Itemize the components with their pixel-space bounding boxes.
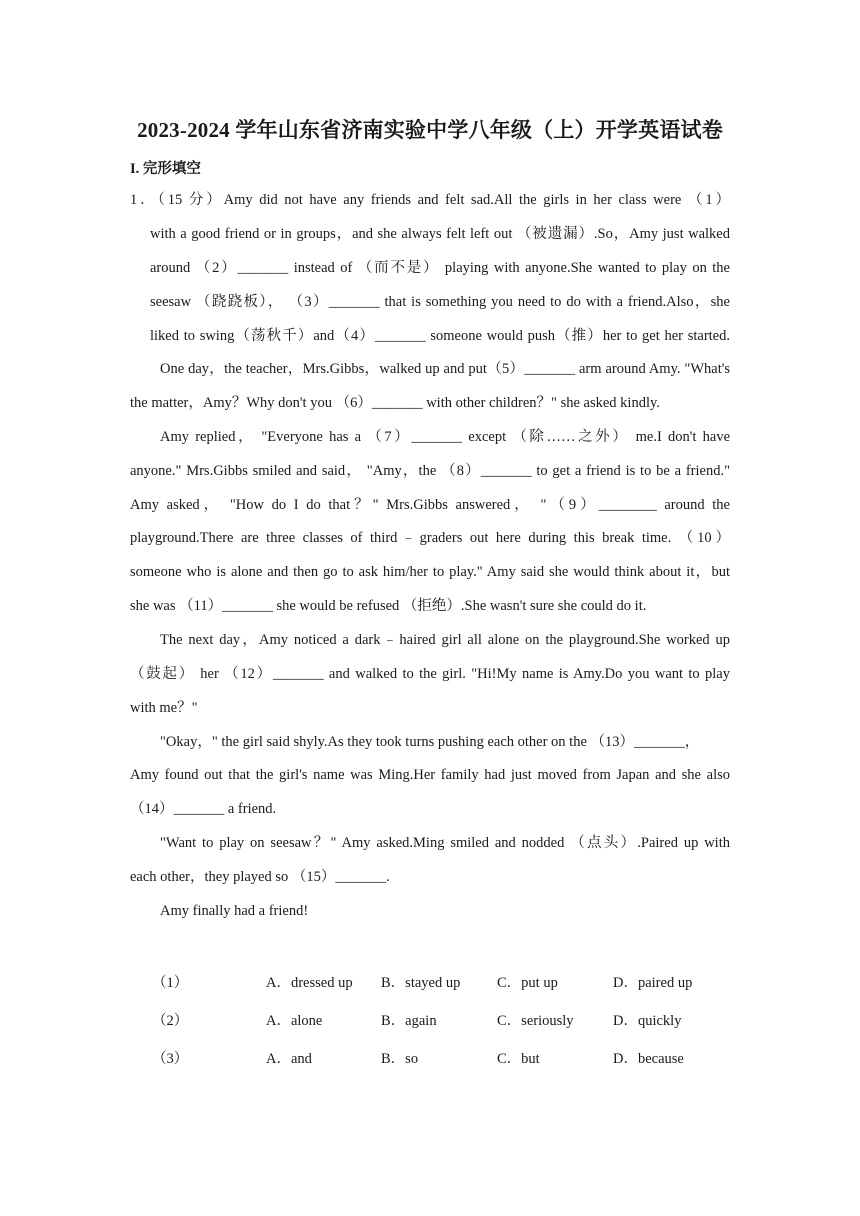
option-d: D．paired up bbox=[613, 975, 693, 991]
passage-line: "Want to play on seesaw？" Amy asked.Ming smiled and nodded （点头）.Paired up with bbox=[160, 835, 730, 851]
passage-line: Amy replied， "Everyone has a （7）_______ except （除……之外） me.I don't have bbox=[160, 429, 730, 445]
passage-line: Amy found out that the girl's name was Ming.Her family had just moved from Japan and she also bbox=[130, 767, 730, 783]
option-c: C．seriously bbox=[497, 1013, 574, 1029]
section-heading: I. 完形填空 bbox=[130, 161, 201, 177]
passage-line: "Okay，" the girl said shyly.As they took turns pushing each other on the （13）_______， bbox=[160, 734, 700, 750]
passage-line: （鼓起） her （12）_______ and walked to the girl. "Hi!My name is Amy.Do you want to play bbox=[130, 666, 730, 682]
passage-line: around （2）_______ instead of （而不是） playing with anyone.She wanted to play on the bbox=[150, 260, 730, 276]
option-row bbox=[0, 971, 860, 993]
option-a: A．dressed up bbox=[266, 975, 353, 991]
option-b: B．again bbox=[381, 1013, 437, 1029]
passage-line: anyone." Mrs.Gibbs smiled and said， "Amy，the （8）_______ to get a friend is to be a friend." bbox=[130, 463, 730, 479]
option-a: A．and bbox=[266, 1051, 312, 1067]
question-number: （3） bbox=[152, 1051, 189, 1067]
passage-line: with a good friend or in groups，and she always felt left out （被遗漏）.So，Amy just walked bbox=[150, 226, 730, 242]
question-number: （2） bbox=[152, 1013, 189, 1029]
option-d: D．because bbox=[613, 1051, 684, 1067]
passage-line: Amy asked， "How do I do that？" Mrs.Gibbs answered， "（9）________ around the bbox=[130, 497, 730, 513]
option-b: B．stayed up bbox=[381, 975, 461, 991]
option-c: C．put up bbox=[497, 975, 558, 991]
passage-line: the matter，Amy？Why don't you （6）_______ with other children？" she asked kindly. bbox=[130, 395, 660, 411]
option-row bbox=[0, 1009, 860, 1031]
passage-line: liked to swing（荡秋千）and（4）_______ someone would push（推）her to get her started. bbox=[150, 328, 730, 344]
passage-line: each other，they played so （15）_______. bbox=[130, 869, 390, 885]
passage-line: someone who is alone and then go to ask him/her to play." Amy said she would think about it，but bbox=[130, 564, 730, 580]
passage-line: she was （11）_______ she would be refused （拒绝）.She wasn't sure she could do it. bbox=[130, 598, 647, 614]
option-d: D．quickly bbox=[613, 1013, 682, 1029]
passage-line: playground.There are three classes of third﹣graders out here during this break time. （10） bbox=[130, 530, 730, 546]
passage-line: 1．（15 分）Amy did not have any friends and felt sad.All the girls in her class were （1） bbox=[130, 192, 730, 208]
passage-line: with me？" bbox=[130, 700, 198, 716]
question-number: （1） bbox=[152, 975, 189, 991]
passage-line: Amy finally had a friend! bbox=[160, 903, 309, 919]
passage-line: The next day，Amy noticed a dark﹣haired girl all alone on the playground.She worked up bbox=[160, 632, 730, 648]
option-a: A．alone bbox=[266, 1013, 323, 1029]
passage-line: seesaw （跷跷板）， （3）_______ that is something you need to do with a friend.Also，she bbox=[150, 294, 730, 310]
passage-line: One day，the teacher，Mrs.Gibbs，walked up and put（5）_______ arm around Amy. "What's bbox=[160, 361, 730, 377]
page-title: 2023-2024 学年山东省济南实验中学八年级（上）开学英语试卷 bbox=[137, 118, 723, 142]
option-c: C．but bbox=[497, 1051, 540, 1067]
option-b: B．so bbox=[381, 1051, 419, 1067]
option-row bbox=[0, 1047, 860, 1069]
passage-line: （14）_______ a friend. bbox=[130, 801, 277, 817]
